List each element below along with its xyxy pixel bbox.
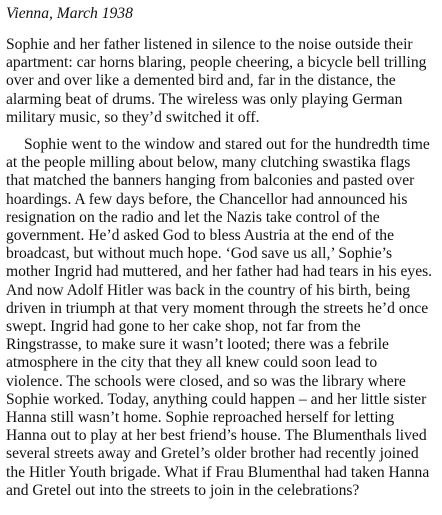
paragraph-1: Sophie and her father listened in silence to the noise outside their apartment: car horns blaring, people cheering, a bicycle bell trilling over and over like a demented bird and, far in the distance, the alarming beat of drums. The wireless was only playing German military music, so they’d switched it off. — [6, 36, 427, 126]
chapter-heading: Vienna, March 1938 — [6, 5, 133, 22]
paragraph-2: Sophie went to the window and stared out for the hundredth time at the people milling about below, many clutching swastika flags that matched the banners hanging from balconies and pasted over hoardings. A few days before, the Chancellor had announced his resignation on the radio and let the Nazis take control of the government. He’d asked God to bless Austria at the end of the broadcast, but without much hope. ‘God save us all,’ Sophie’s mother Ingrid had muttered, and her father had had tears in his eyes. And now Adolf Hitler was back in the country of his birth, being driven in triumph at that very moment through the streets he’d once swept. Ingrid had gone to her cake shop, not far from the Ringstrasse, to make sure it wasn’t looted; there was a febrile atmosphere in the city that they all knew could soon lead to violence. The schools were closed, and so was the library where Sophie worked. Today, anything could happen – and her little sister Hanna still wasn’t home. Sophie reproached herself for letting Hanna out to play at her best friend’s house. The Blumenthals lived several streets away and Gretel’s older brother had recently joined the Hitler Youth brigade. What if Frau Blumenthal had taken Hanna and Gretel out into the streets to join in the celebrations? — [6, 136, 433, 499]
